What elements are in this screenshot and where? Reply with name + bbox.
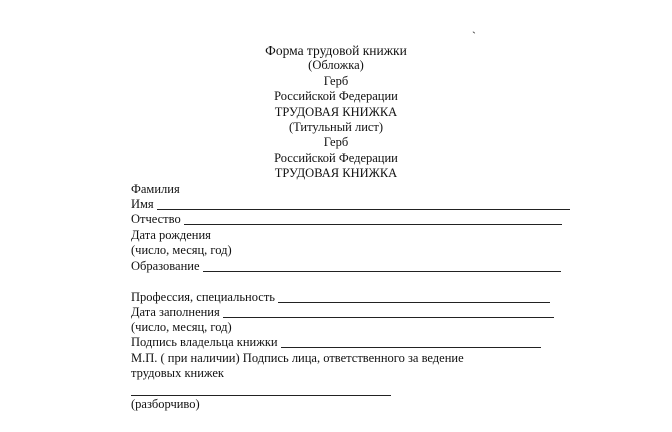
patronymic-row — [131, 212, 562, 227]
stray-mark: ` — [472, 29, 476, 43]
document-title: Форма трудовой книжки — [265, 43, 407, 58]
surname-row — [131, 182, 180, 197]
federation-label-2: Российской Федерации — [274, 150, 398, 165]
federation-label-1: Российской Федерации — [274, 89, 398, 104]
profession-row — [131, 290, 550, 305]
name-field-line[interactable] — [157, 199, 570, 210]
owner-signature-label: Подпись владельца книжки — [131, 335, 278, 349]
birth-date-hint: (число, месяц, год) — [131, 243, 232, 257]
fill-date-hint-row — [131, 320, 232, 335]
name-label: Имя — [131, 197, 154, 211]
education-field-line[interactable] — [203, 261, 561, 272]
fill-date-label: Дата заполнения — [131, 305, 220, 319]
birth-date-row — [131, 228, 211, 243]
name-row — [131, 197, 570, 212]
owner-signature-row — [131, 335, 541, 350]
fill-date-row — [131, 305, 554, 320]
birth-date-hint-row — [131, 243, 232, 258]
header-block — [0, 43, 672, 182]
patronymic-label: Отчество — [131, 212, 181, 226]
responsible-signature-field-line[interactable] — [131, 395, 391, 396]
cover-label: (Обложка) — [308, 58, 364, 73]
education-label: Образование — [131, 259, 200, 273]
profession-label: Профессия, специальность — [131, 290, 275, 304]
education-row — [131, 259, 561, 274]
responsible-signature-cont-label: трудовых книжек — [131, 366, 224, 380]
coat-of-arms-label-2: Герб — [323, 135, 349, 150]
legible-hint: (разборчиво) — [131, 397, 200, 411]
profession-field-line[interactable] — [278, 292, 550, 303]
responsible-signature-row — [131, 351, 464, 366]
responsible-signature-label: М.П. ( при наличии) Подпись лица, ответственного за ведение — [131, 351, 464, 365]
legible-row — [131, 397, 200, 412]
title-page-label: (Титульный лист) — [288, 120, 384, 135]
responsible-signature-cont-row — [131, 366, 224, 381]
book-title-2: ТРУДОВАЯ КНИЖКА — [274, 166, 398, 181]
fill-date-field-line[interactable] — [223, 307, 554, 318]
book-title-1: ТРУДОВАЯ КНИЖКА — [274, 104, 398, 119]
surname-label: Фамилия — [131, 182, 180, 196]
owner-signature-field-line[interactable] — [281, 337, 541, 348]
birth-date-label: Дата рождения — [131, 228, 211, 242]
patronymic-field-line[interactable] — [184, 214, 562, 225]
fill-date-hint: (число, месяц, год) — [131, 320, 232, 334]
coat-of-arms-label-1: Герб — [323, 73, 349, 88]
